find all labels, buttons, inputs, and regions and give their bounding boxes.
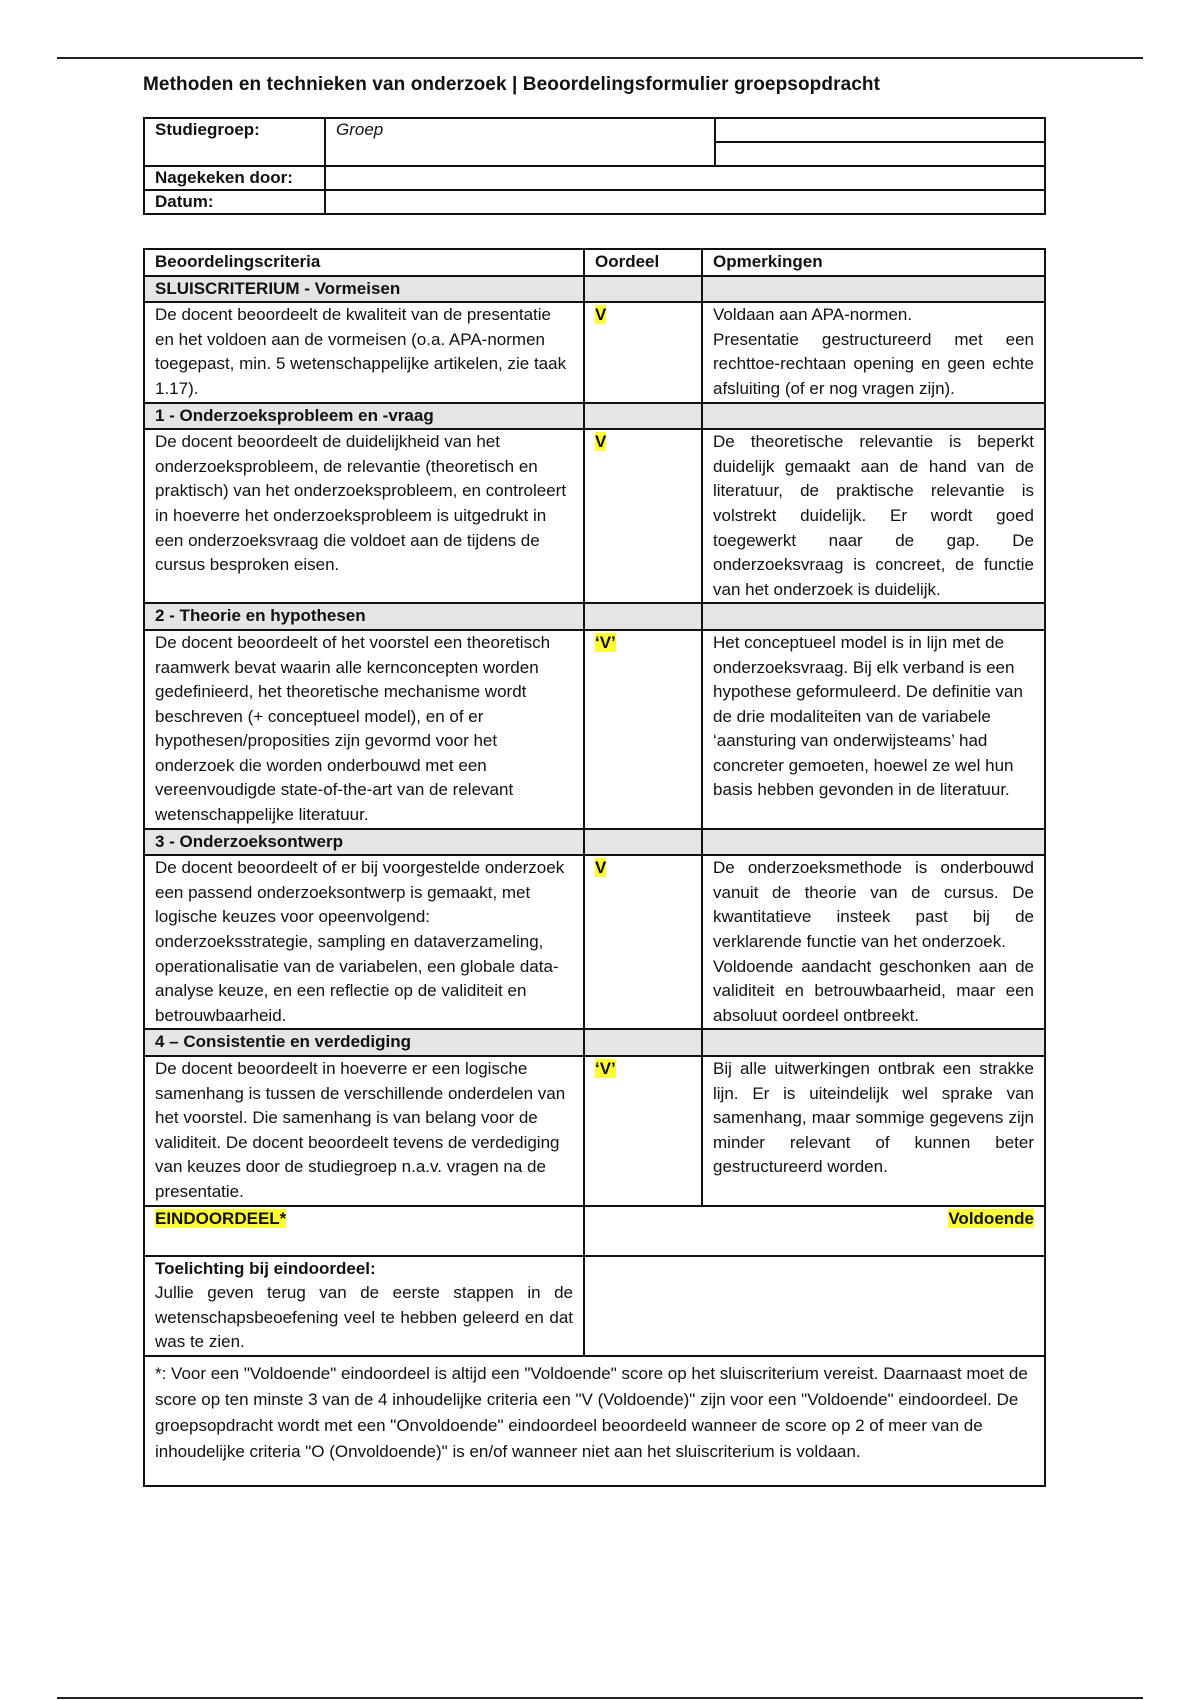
header-empty-cell-1: [715, 118, 1045, 142]
final-grade-row: [144, 1206, 1045, 1256]
section-title: SLUISCRITERIUM - Vormeisen: [144, 276, 584, 303]
remark-text: De onderzoeksmethode is onderbouwd vanuit de theorie van de cursus. De kwantitatieve insteek past bij de verklarende functie van het onderzoek.: [713, 858, 1034, 952]
final-grade-value: Voldoende: [948, 1208, 1034, 1228]
criterion-row-onderzoeksontwerp: [144, 855, 1045, 1029]
nagekeken-value: [325, 166, 1045, 190]
explanation-text: Jullie geven terug van de eerste stappen in de wetenschapsbeoefening veel te hebben geleerd en dat was te zien.: [155, 1283, 573, 1352]
footnote-row: [144, 1356, 1045, 1486]
section-title: 2 - Theorie en hypothesen: [144, 603, 584, 630]
explanation-empty-cell: [584, 1256, 1045, 1356]
criterion-text: De docent beoordeelt in hoeverre er een logische samenhang is tussen de verschillende onderdelen van het voorstel. Die samenhang is van belang voor de validiteit. De docent beoordeelt tevens de verdediging van keuzes door de studiegroep n.a.v. vragen na de presentatie.: [144, 1056, 584, 1206]
section-row-onderzoeksontwerp: [144, 829, 1045, 856]
footnote-text: *: Voor een "Voldoende" eindoordeel is altijd een "Voldoende" score op het sluiscriterium vereist. Daarnaast moet de score op ten minste 3 van de 4 inhoudelijke criteria een "V (Voldoende)" zijn voor een "Voldoende" eindoordeel. De groepsopdracht wordt met een "Onvoldoende" eindoordeel beoordeeld wanneer de score op 2 of meer van de inhoudelijke criteria "O (Onvoldoende)" is en/of wanneer niet aan het sluiscriterium is voldaan.: [144, 1356, 1045, 1486]
grade-mark: V: [595, 305, 607, 325]
section-row-sluiscriterium: [144, 276, 1045, 303]
remark-text: Presentatie gestructureerd met een rechttoe-rechtaan opening en geen echte afsluiting (of er nog vragen zijn).: [713, 329, 1034, 398]
remark-text: Het conceptueel model is in lijn met de onderzoeksvraag. Bij elk verband is een hypothese geformuleerd. De definitie van de drie modaliteiten van de variabele ‘aansturing van onderwijsteams’ had concreter gemoeten, hoewel ze wel hun basis hebben gevonden in de literatuur.: [702, 630, 1045, 829]
final-grade-label: EINDOORDEEL*: [155, 1208, 287, 1228]
explanation-row: [144, 1256, 1045, 1356]
header-empty-cell-2: [715, 142, 1045, 166]
datum-value: [325, 190, 1045, 214]
nagekeken-label: Nagekeken door:: [144, 166, 325, 190]
col-criteria-header: Beoordelingscriteria: [144, 249, 584, 276]
section-row-theorie: [144, 603, 1045, 630]
studiegroep-value: Groep: [325, 118, 715, 166]
bottom-rule: [57, 1697, 1143, 1699]
section-row-consistentie: [144, 1029, 1045, 1056]
section-row-onderzoeksprobleem: [144, 403, 1045, 430]
remark-text: Voldaan aan APA-normen.: [713, 305, 913, 325]
remark-text: De theoretische relevantie is beperkt duidelijk gemaakt aan de hand van de literatuur, de praktische relevantie is volstrekt duidelijk. Er wordt goed toegewerkt naar de gap. De onderzoeksvraag is concreet, de functie van het onderzoek is duidelijk.: [702, 429, 1045, 603]
table-header-row: [144, 249, 1045, 276]
datum-label: Datum:: [144, 190, 325, 214]
col-opmerkingen-header: Opmerkingen: [702, 249, 1045, 276]
section-title: 4 – Consistentie en verdediging: [144, 1029, 584, 1056]
criterion-row-theorie: [144, 630, 1045, 829]
section-title: 1 - Onderzoeksprobleem en -vraag: [144, 403, 584, 430]
criterion-text: De docent beoordeelt of het voorstel een theoretisch raamwerk bevat waarin alle kernconcepten worden gedefinieerd, het theoretische mechanisme wordt beschreven (+ conceptueel model), en of er hypothesen/proposities zijn gevormd voor het onderzoek die worden onderbouwd met een vereenvoudigde state-of-the-art van de relevant wetenschappelijke literatuur.: [144, 630, 584, 829]
criterion-text: De docent beoordeelt de duidelijkheid van het onderzoeksprobleem, de relevantie (theoretisch en praktisch) van het onderzoeksprobleem, en controleert in hoeverre het onderzoeksprobleem is uitgedrukt in een onderzoeksvraag die voldoet aan de tijdens de cursus besproken eisen.: [144, 429, 584, 603]
grade-mark: ‘V’: [595, 632, 616, 652]
grade-mark: ‘V’: [595, 1059, 616, 1078]
section-title: 3 - Onderzoeksontwerp: [144, 829, 584, 856]
remark-text: Voldoende aandacht geschonken aan de validiteit en betrouwbaarheid, maar een absoluut oordeel ontbreekt.: [713, 956, 1034, 1025]
remark-text: Bij alle uitwerkingen ontbrak een strakke lijn. Er is uiteindelijk wel sprake van samenhang, maar sommige gegevens zijn minder relevant of kunnen beter gestructureerd worden.: [702, 1056, 1045, 1206]
explanation-label: Toelichting bij eindoordeel:: [155, 1258, 376, 1278]
col-oordeel-header: Oordeel: [584, 249, 702, 276]
top-rule: [57, 57, 1143, 59]
assessment-table: [143, 248, 1046, 1487]
criterion-row-consistentie: [144, 1056, 1045, 1206]
criterion-row-sluiscriterium: [144, 302, 1045, 402]
grade-mark: V: [595, 432, 607, 452]
criterion-row-onderzoeksprobleem: [144, 429, 1045, 603]
grade-mark: V: [595, 858, 607, 878]
criterion-text: De docent beoordeelt de kwaliteit van de presentatie en het voldoen aan de vormeisen (o.a. APA-normen toegepast, min. 5 wetenschappelijke artikelen, zie taak 1.17).: [144, 302, 584, 402]
page-title: Methoden en technieken van onderzoek | Beoordelingsformulier groepsopdracht: [143, 74, 881, 95]
studiegroep-label: Studiegroep:: [144, 118, 325, 166]
criterion-text: De docent beoordeelt of er bij voorgestelde onderzoek een passend onderzoeksontwerp is gemaakt, met logische keuzes voor opeenvolgend: onderzoeksstrategie, sampling en dataverzameling, operationalisatie van de variabelen, een globale data-analyse keuze, en een reflectie op de validiteit en betrouwbaarheid.: [144, 855, 584, 1029]
header-table: [143, 117, 1046, 215]
